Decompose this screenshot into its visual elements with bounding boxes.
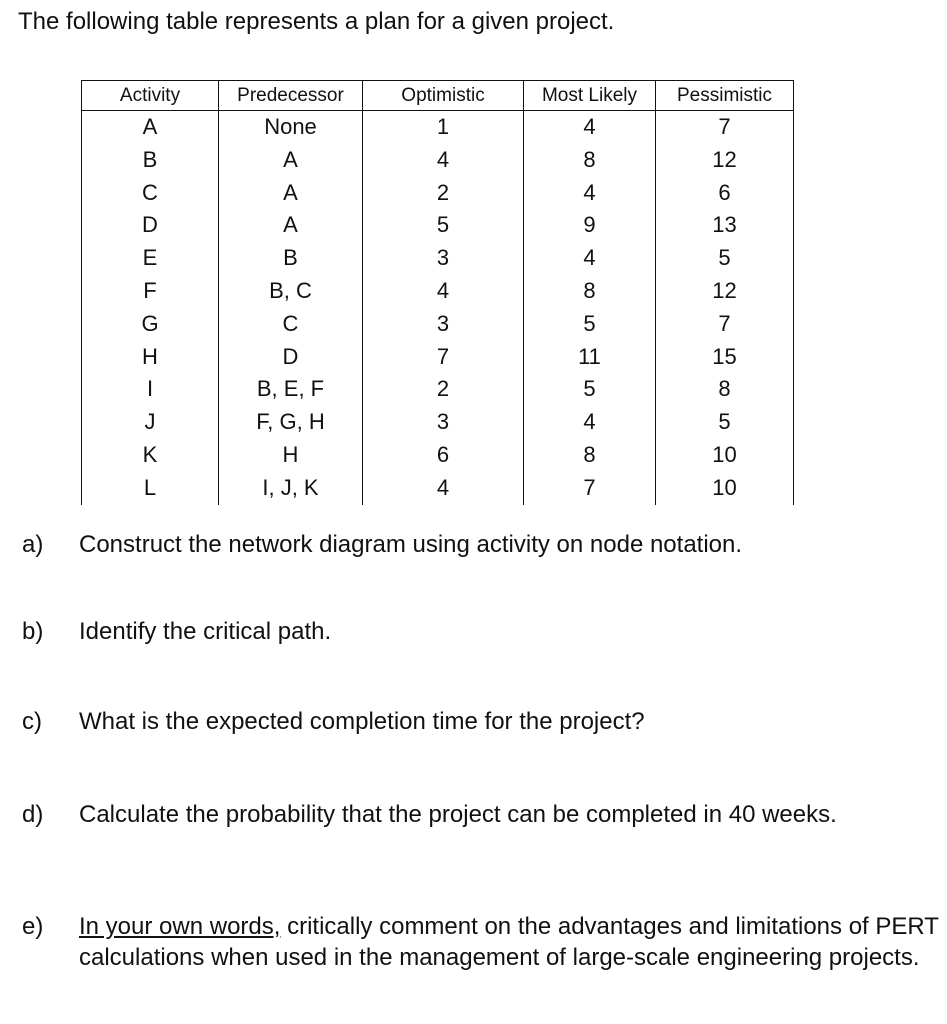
header-most-likely: Most Likely <box>524 81 656 111</box>
question-label: e) <box>22 913 44 940</box>
cell-predecessor: C <box>219 308 363 341</box>
cell-most-likely: 4 <box>524 111 656 144</box>
table-row <box>82 406 794 439</box>
cell-optimistic: 4 <box>363 472 524 505</box>
cell-predecessor: A <box>219 144 363 177</box>
question-label: a) <box>22 531 44 558</box>
cell-most-likely: 4 <box>524 177 656 210</box>
cell-activity: I <box>82 373 219 406</box>
cell-optimistic: 7 <box>363 341 524 374</box>
cell-pessimistic: 5 <box>656 406 794 439</box>
table-row <box>82 341 794 374</box>
cell-optimistic: 6 <box>363 439 524 472</box>
cell-predecessor: B <box>219 242 363 275</box>
header-pessimistic: Pessimistic <box>656 81 794 111</box>
table-row <box>82 472 794 505</box>
cell-optimistic: 1 <box>363 111 524 144</box>
cell-predecessor: B, C <box>219 275 363 308</box>
cell-pessimistic: 12 <box>656 144 794 177</box>
table-row <box>82 209 794 242</box>
table-header-row <box>82 81 794 111</box>
cell-activity: F <box>82 275 219 308</box>
cell-optimistic: 3 <box>363 242 524 275</box>
table-body <box>82 111 794 505</box>
header-activity: Activity <box>82 81 219 111</box>
cell-pessimistic: 8 <box>656 373 794 406</box>
cell-activity: B <box>82 144 219 177</box>
question-label: c) <box>22 708 42 735</box>
cell-activity: K <box>82 439 219 472</box>
cell-predecessor: I, J, K <box>219 472 363 505</box>
cell-predecessor: B, E, F <box>219 373 363 406</box>
cell-predecessor: None <box>219 111 363 144</box>
table-row <box>82 373 794 406</box>
cell-optimistic: 3 <box>363 308 524 341</box>
table-row <box>82 144 794 177</box>
question-label: d) <box>22 801 44 828</box>
cell-pessimistic: 13 <box>656 209 794 242</box>
question-text: Construct the network diagram using activity on node notation. <box>79 531 743 558</box>
question-text: Identify the critical path. <box>79 618 332 645</box>
cell-most-likely: 5 <box>524 373 656 406</box>
cell-predecessor: A <box>219 209 363 242</box>
table-row <box>82 439 794 472</box>
cell-most-likely: 8 <box>524 439 656 472</box>
table-row <box>82 242 794 275</box>
cell-optimistic: 5 <box>363 209 524 242</box>
cell-predecessor: A <box>219 177 363 210</box>
cell-pessimistic: 10 <box>656 439 794 472</box>
cell-optimistic: 4 <box>363 275 524 308</box>
cell-activity: D <box>82 209 219 242</box>
cell-activity: E <box>82 242 219 275</box>
table-row <box>82 177 794 210</box>
cell-pessimistic: 10 <box>656 472 794 505</box>
cell-optimistic: 4 <box>363 144 524 177</box>
header-predecessor: Predecessor <box>219 81 363 111</box>
table-row <box>82 275 794 308</box>
table-row <box>82 308 794 341</box>
cell-pessimistic: 7 <box>656 111 794 144</box>
underlined-phrase: In your own words, <box>79 913 281 940</box>
cell-pessimistic: 7 <box>656 308 794 341</box>
table-row <box>82 111 794 144</box>
cell-most-likely: 4 <box>524 406 656 439</box>
cell-activity: A <box>82 111 219 144</box>
project-plan-table <box>81 80 794 505</box>
cell-predecessor: D <box>219 341 363 374</box>
cell-predecessor: H <box>219 439 363 472</box>
cell-most-likely: 7 <box>524 472 656 505</box>
header-optimistic: Optimistic <box>363 81 524 111</box>
cell-most-likely: 11 <box>524 341 656 374</box>
cell-pessimistic: 6 <box>656 177 794 210</box>
cell-optimistic: 2 <box>363 373 524 406</box>
cell-activity: C <box>82 177 219 210</box>
cell-optimistic: 2 <box>363 177 524 210</box>
cell-pessimistic: 15 <box>656 341 794 374</box>
cell-most-likely: 9 <box>524 209 656 242</box>
question-text: Calculate the probability that the project can be completed in 40 weeks. <box>79 801 837 828</box>
cell-most-likely: 8 <box>524 144 656 177</box>
cell-most-likely: 5 <box>524 308 656 341</box>
cell-most-likely: 4 <box>524 242 656 275</box>
question-label: b) <box>22 618 44 645</box>
cell-optimistic: 3 <box>363 406 524 439</box>
cell-predecessor: F, G, H <box>219 406 363 439</box>
cell-activity: H <box>82 341 219 374</box>
cell-most-likely: 8 <box>524 275 656 308</box>
intro-text: The following table represents a plan for a given project. <box>18 8 615 35</box>
cell-activity: J <box>82 406 219 439</box>
cell-pessimistic: 5 <box>656 242 794 275</box>
question-text-rest: critically comment on the advantages and limitations of PERT calculations when used in the management of large-scale engineering projects. <box>79 913 939 971</box>
cell-pessimistic: 12 <box>656 275 794 308</box>
cell-activity: L <box>82 472 219 505</box>
question-text: What is the expected completion time for the project? <box>79 708 645 735</box>
cell-activity: G <box>82 308 219 341</box>
question-text <box>79 911 939 973</box>
